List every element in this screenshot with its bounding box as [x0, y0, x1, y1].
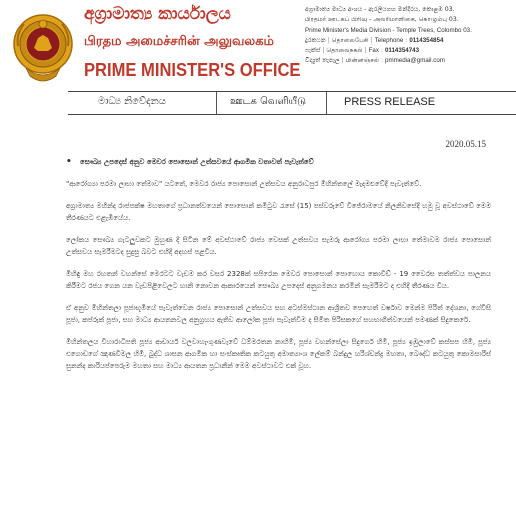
- bullet-icon: •: [66, 157, 72, 167]
- headline: [66, 156, 491, 168]
- paragraph: ඒ අනුව මිහින්තලා පූජාභූමියේ පැවැත්වෙන රාජ්‍ය පොසොන් උත්සවය සහ අටස්මස්ථාන ආශ්‍රිතව පෙහෙත් වර්ෂාව මෙන්ම පිරිත් දේශනා, ගේවිසි පූජා, කප්රුක් පූජා, සහ මාධ්‍ය ආයතනවල අනුග්‍රහය ඇතිව ආලෝක පූජා පැවැත්වීම ද සීමිත පිරිසකගේ සහභාගීත්වයෙන් පමණක් සිදුකෙරේ.: [66, 304, 491, 324]
- paragraph: ලෝකය සෞඛ්‍ය ගැටලුවකට මුහුණ දී සිටින මේ අවස්ථාවේ රාජ්‍ය වෙසක් උත්සවය සැමරූ ආරෝග්‍ය පරමා ලාභා තේමාවම රාජ්‍ය පොසොන් උත්සවය සැමරීමටද සුදුසු බවට එහිදී අදහස් පළවිය.: [66, 236, 491, 256]
- phone-number: 0114354854: [409, 36, 444, 44]
- tab-sinhala: මාධ්‍ය නිවේදනය: [98, 96, 166, 107]
- office-title-tamil: பிரதம அமைச்சரின் அலுவலகம்: [84, 34, 274, 49]
- phone-label-english: Telephone: [374, 36, 404, 44]
- tab-english: PRESS RELEASE: [344, 96, 436, 108]
- tab-divider: [326, 92, 327, 114]
- paragraph: මිහිඳු මහ රහතන් වහන්සේ මෙරටට වැඩම කර වසර 2328ක් සපිරෙන මෙවර පොසොන් පොහොය කොවිඩ් - 19 වෛරස තත්ත්වය පාලනය කිරීමට රජය ගෙන යන වැඩපිළිවෙලට හානි නොවන ආකාරයෙන් සෞඛ්‍ය උපදෙස් අනුගමනය කරමින් සැමරීමට ද එහිදී තීරණය විය.: [66, 270, 491, 290]
- address-sinhala: අග්‍රාමාත්‍ය මාධ්‍ය අංශය - ඇරලියගහ මන්දිරය, කොළඹ 03.: [305, 6, 455, 13]
- phone-label-sinhala: දුරකථන: [305, 36, 326, 44]
- tab-divider: [216, 92, 217, 114]
- release-date: 2020.05.15: [445, 139, 486, 149]
- contact-block: [305, 5, 510, 67]
- address-tamil: பிரதமர் ஊடகப் பிரிவு - அலரிமாளிகை, கொழும்பு 03.: [305, 16, 459, 24]
- email-row: විද්‍යුත් තැපෑල | மின்னஞ்சல் : pmmedia@gmail.com: [305, 57, 445, 65]
- fax-number: 0114354743: [384, 47, 420, 55]
- sri-lanka-emblem-icon: [12, 6, 74, 86]
- tab-tamil: ஊடக வெளியீடு: [230, 96, 307, 107]
- email-label-sinhala: විද්‍යුත් තැපෑල: [305, 57, 340, 65]
- fax-label-tamil: தொலைநகல்: [326, 47, 363, 55]
- paragraph: මිහින්තලය විහාරාධිපති පූජ්‍ය ආචාර්ය වලවාහැංගුණවැවේ ධම්මරතන නාහිමි, පූජ්‍ය වහන්සේලා සිදුර්ගෙ හිමි, පූජ්‍ය ඉඹුලාවේ කස්සප හිමි, පූජ්‍ය එගොඩගේ ඤාණවිමල හිමි, බුද්ධ ශාසන ආගමික හා සංස්කෘතික කටයුතු අමාත්‍යාංශ ලේකම් බන්දුල හරිශ්චන්ද්‍ර මහතා, බෞද්ධ කටයුතු කොමසාරිස් සුනන්ද කාරියප්පෙරුම මහතා සහ මාධ්‍ය ආයතන ප්‍රධානීන් මෙම අවස්ථාවට එක් වූහ.: [66, 338, 491, 370]
- phone-label-tamil: தொலைபேசி: [331, 36, 369, 44]
- email-address[interactable]: pmmedia@gmail.com: [385, 57, 445, 65]
- office-title-sinhala: අග්‍රාමාත්‍ය කාර්යාලය: [84, 4, 231, 24]
- paragraph: "ආරෝග්‍යා පරමා ලාභා තේමාව" යටතේ, මෙවර රාජ්‍ය පොසොන් උත්සවය අනුරාධපුර මිහින්තලේ මැදමළුවේදී පැවැත්වේ.: [66, 180, 422, 188]
- fax-row: ෆැක්ස් | தொலைநகல் | Fax : 0114354743: [305, 47, 420, 55]
- release-type-bar: [68, 92, 516, 114]
- email-label-tamil: மின்னஞ்சல்: [345, 57, 379, 65]
- office-title-english: PRIME MINISTER'S OFFICE: [84, 60, 301, 80]
- headline-text: සෞඛ්‍ය උපදෙස් අනුව මෙවර පොසොන් උත්සවයේ ආගමික වතාවත් පැවැත්වේ: [80, 158, 314, 166]
- fax-label-sinhala: ෆැක්ස්: [305, 47, 321, 55]
- letterhead: [0, 0, 516, 92]
- telephone-row: දුරකථන | தொலைபேசி | Telephone : 0114354854: [305, 36, 444, 44]
- address-english: Prime Minister's Media Division - Temple Trees, Colombo 03.: [305, 26, 472, 34]
- tabs-bottom-rule: [68, 114, 516, 115]
- press-release-body: [66, 156, 491, 382]
- fax-label-english: Fax: [368, 47, 379, 55]
- paragraph: අග්‍රාමාත්‍ය මහින්ද රාජපක්ෂ මහතාගේ ප්‍රධානත්වයෙන් පොසොන් කමිටුව රැසේ (15) පස්වරුවේ විජේරාමයේ නිලනිවසේදී හමු වූ අවස්ථාවේ මෙම තීරණයට එළැඹියේය.: [66, 202, 491, 222]
